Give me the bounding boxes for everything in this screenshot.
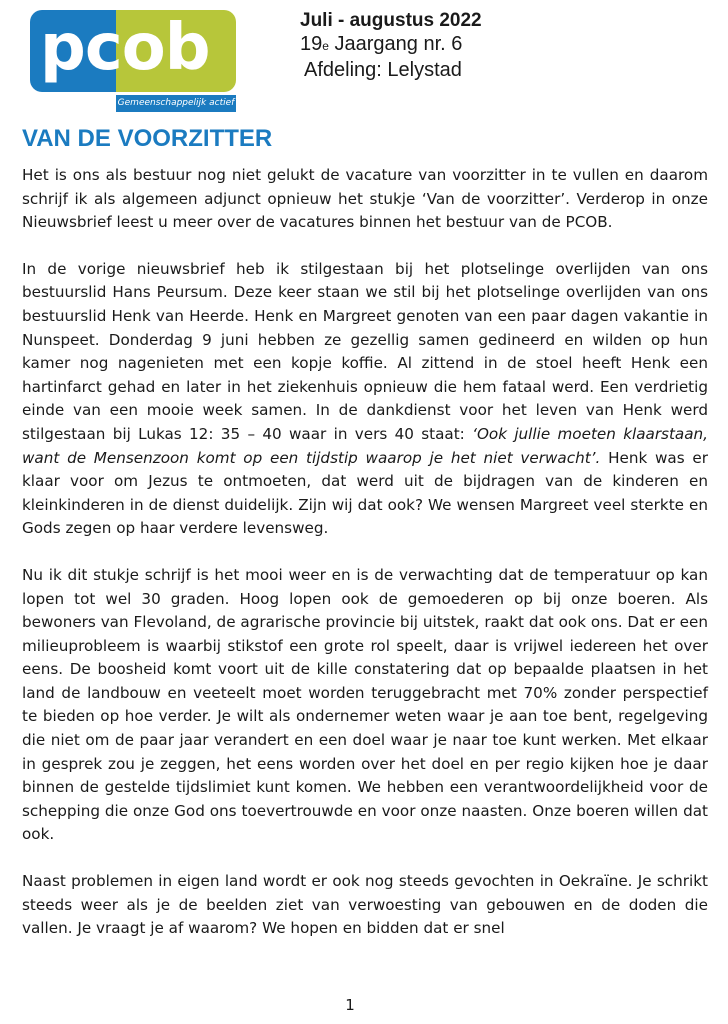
- paragraph-1: Het is ons als bestuur nog niet gelukt de vacature van voorzitter in te vullen en daarom schrijf ik als algemeen adjunct opnieuw het stukje ‘Van de voorzitter’. Verderop in onze Nieuwsbrief leest u meer over de vacatures binnen het bestuur van de PCOB.: [22, 166, 708, 232]
- article-title: VAN DE VOORZITTER: [22, 125, 273, 152]
- logo-wordmark: pcob: [40, 11, 210, 85]
- department: Afdeling: Lelystad: [304, 59, 462, 81]
- paragraph-4: Naast problemen in eigen land wordt er ook nog steeds gevochten in Oekraïne. Je schrikt steeds weer als je de beelden ziet van verwoesting van gebouwen en de doden die vallen. Je vraagt je af waarom? We hopen en bidden dat er snel: [22, 872, 708, 938]
- pcob-logo: [30, 10, 236, 110]
- paragraph-2-text-a: In de vorige nieuwsbrief heb ik stilgestaan bij het plotselinge overlijden van ons bestuurslid Hans Peursum. Deze keer staan we stil bij het plotselinge overlijden van ons bestuurslid Henk van Heerde. Henk en Margreet genoten van een paar dagen vakantie in Nunspeet. Donderdag 9 juni hebben ze gezellig samen gedineerd en wilden op hun kamer nog nagenieten met een kopje koffie. Al zittend in de stoel heeft Henk een hartinfarct gehad en later in het ziekenhuis opnieuw die hem fataal werd. Een verdrietig einde van een mooie week samen. In de dankdienst voor het leven van Henk werd stilgestaan bij Lukas 12: 35 – 40 waar in vers 40 staat:: [22, 259, 708, 443]
- volume-rest: Jaargang nr. 6: [328, 33, 463, 55]
- newsletter-header: [300, 10, 560, 82]
- issue-period: Juli - augustus 2022: [300, 10, 482, 31]
- volume-suffix: e: [322, 39, 329, 53]
- logo-tagline: Gemeenschappelijk actief: [116, 95, 236, 112]
- paragraph-2: [22, 258, 708, 541]
- paragraph-3: Nu ik dit stukje schrijf is het mooi weer en is de verwachting dat de temperatuur op kan lopen tot wel 30 graden. Hoog lopen ook de gemoederen op bij onze boeren. Als bewoners van Flevoland, de agrarische provincie bij uitstek, raakt dat ook ons. Dat er een milieuprobleem is waarbij stikstof een grote rol speelt, daar is vrijwel iedereen het over eens. De boosheid komt voort uit de kille constatering dat op bepaalde plaatsen in het land de landbouw en veeteelt moet worden teruggebracht met 70% zonder perspectief te bieden op hoe verder. Je wilt als ondernemer weten waar je aan toe bent, regelgeving die niet om de paar jaar verandert en een doel waar je naar toe kunt werken. Met elkaar in gesprek zou je zeggen, het eens worden over het doel en per regio kijken hoe je daar binnen de gestelde tijdslimiet kunt komen. We hebben een verantwoordelijkheid voor de schepping die onze God ons toevertrouwde en voor onze naasten. Onze boeren willen dat ook.: [22, 565, 708, 844]
- bible-quote: ‘Ook jullie moeten klaarstaan, want de Mensenzoon komt op een tijdstip waarop je het niet verwacht’.: [22, 424, 708, 467]
- article-body: [22, 164, 708, 941]
- page-number: 1: [345, 996, 355, 1014]
- volume-number: 19: [300, 33, 323, 55]
- issue-volume: [300, 32, 560, 58]
- paragraph-2-text-b: Henk was er klaar voor om Jezus te ontmoeten, dat werd uit de bijdragen van de kinderen en kleinkinderen in de dienst duidelijk. Zijn wij dat ook? We wensen Margreet veel sterkte en Gods zegen op haar verdere levensweg.: [22, 448, 708, 538]
